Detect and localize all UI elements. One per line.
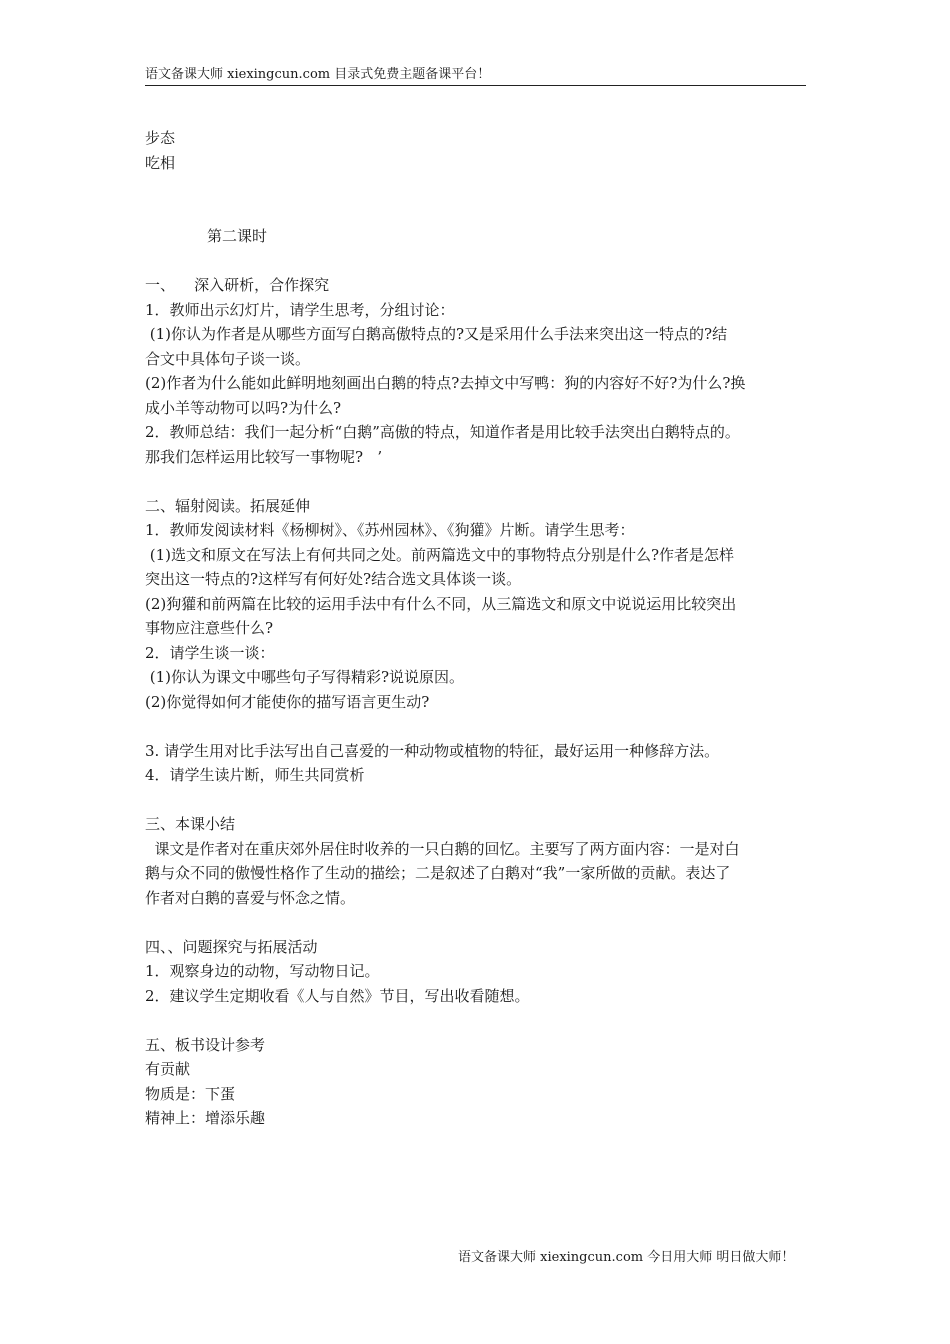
section-heading: 三、本课小结 [145,815,236,833]
text-line: (2)你觉得如何才能使你的描写语言更生动? [145,692,430,711]
text-line: 1．教师发阅读材料《杨柳树》、《苏州园林》、《狗獾》片断。请学生思考： [145,521,635,539]
page-header: 语文备课大师 xiexingcun.com 目录式免费主题备课平台！ [145,66,806,86]
blank-line [145,714,807,739]
text-line: (1)选文和原文在写法上有何共同之处。前两篇选文中的事物特点分别是什么?作者是怎样 [145,545,735,564]
text-line: (1)你认为课文中哪些句子写得精彩?说说原因。 [145,668,465,686]
text-line: 1．观察身边的动物，写动物日记。 [145,962,380,980]
section-heading: 四、、问题探究与拓展活动 [145,937,318,956]
section-heading: 一、 深入研析，合作探究 [145,276,330,294]
blank-line [145,175,807,200]
text-line: 有贡献 [145,1060,191,1078]
blank-line [145,200,807,225]
text-line: (2)狗獾和前两篇在比较的运用手法中有什么不同，从三篇选文和原文中说说运用比较突出 [145,594,737,613]
document-body [145,126,807,1131]
section-heading: 五、板书设计参考 [145,1035,266,1054]
text-line: (2)作者为什么能如此鲜明地刻画出白鹅的特点?去掉文中写鸭：狗的内容好不好?为什么?换 [145,374,746,392]
section-heading: 二、辐射阅读。拓展延伸 [145,496,311,515]
text-line: 那我们怎样运用比较写一事物呢? ’ [145,447,383,466]
text-line: 鹅与众不同的傲慢性格作了生动的描绘；二是叙述了白鹅对“我”一家所做的贡献。表达了 [145,864,731,882]
text-line: 作者对白鹅的喜爱与怀念之情。 [145,888,356,907]
text-line: 突出这一特点的?这样写有何好处?结合选文具体谈一谈。 [145,570,522,588]
text-line: 2．请学生谈一谈： [145,643,275,662]
text-line: 成小羊等动物可以吗?为什么? [145,398,342,417]
text-line: 2．建议学生定期收看《人与自然》节目，写出收看随想。 [145,986,530,1005]
text-line: 步态 [145,129,176,147]
text-line: 物质是：下蛋 [145,1084,236,1103]
text-line: 3. 请学生用对比手法写出自己喜爱的一种动物或植物的特征，最好运用一种修辞方法。 [145,741,720,760]
text-line: 吃相 [145,153,176,172]
blank-line [145,910,807,935]
lesson-title: 第二课时 [207,227,268,245]
text-line: 4．请学生读片断，师生共同赏析 [145,766,365,784]
blank-line [145,469,807,494]
text-line: 合文中具体句子谈一谈。 [145,349,311,368]
text-line: 事物应注意些什么? [145,619,274,637]
text-line: 课文是作者对在重庆郊外居住时收养的一只白鹅的回忆。主要写了两方面内容：一是对白 [145,839,740,858]
page-footer: 语文备课大师 xiexingcun.com 今日用大师 明日做大师！ [458,1250,795,1265]
blank-line [145,249,807,274]
text-line: (1)你认为作者是从哪些方面写白鹅高傲特点的?又是采用什么手法来突出这一特点的?结 [145,325,728,343]
blank-line [145,1008,807,1033]
text-line: 精神上：增添乐趣 [145,1109,266,1127]
text-line: 2．教师总结：我们一起分析“白鹅”高傲的特点，知道作者是用比较手法突出白鹅特点的。 [145,423,740,441]
text-line: 1．教师出示幻灯片，请学生思考，分组讨论： [145,300,455,319]
blank-line [145,788,807,813]
